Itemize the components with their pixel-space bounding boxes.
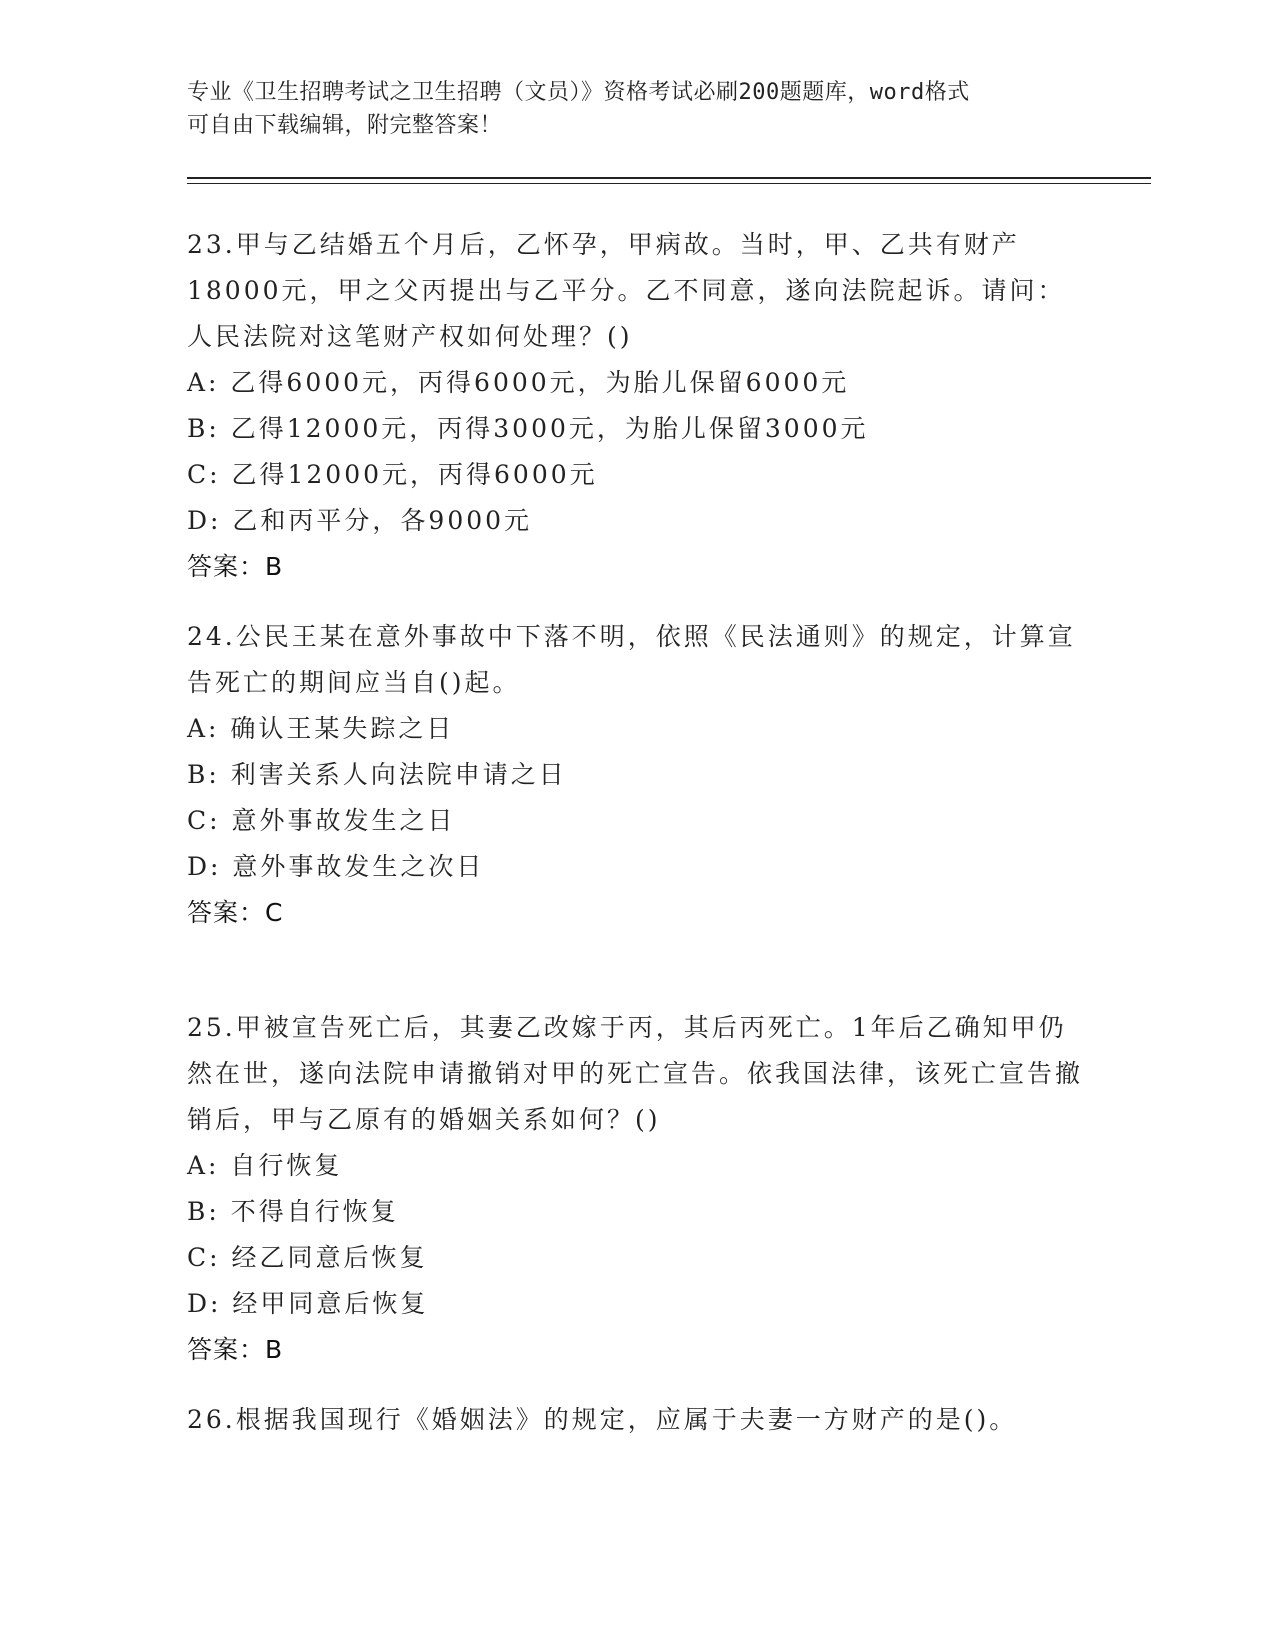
question-25 [187, 1005, 1087, 1373]
header-title-line1: 专业《卫生招聘考试之卫生招聘（文员）》资格考试必刷200题题库，word格式 [187, 80, 970, 105]
header-divider-thin [187, 183, 1151, 184]
option-a: A: 自行恢复 [187, 1151, 343, 1180]
option-d: D: 经甲同意后恢复 [187, 1289, 429, 1318]
question-24 [187, 614, 1087, 936]
option-b: B: 不得自行恢复 [187, 1197, 399, 1226]
answer: 答案：C [187, 898, 284, 927]
question-23 [187, 222, 1087, 590]
question-text: 23.甲与乙结婚五个月后，乙怀孕，甲病故。当时，甲、乙共有财产18000元，甲之父丙提出与乙平分。乙不同意，遂向法院起诉。请问：人民法院对这笔财产权如何处理？() [187, 230, 1066, 351]
option-a: A: 确认王某失踪之日 [187, 714, 455, 743]
option-c: C: 意外事故发生之日 [187, 806, 456, 835]
answer: 答案：B [187, 552, 284, 581]
option-b: B: 利害关系人向法院申请之日 [187, 760, 567, 789]
option-d: D: 乙和丙平分，各9000元 [187, 506, 533, 535]
header-title-line2: 可自由下载编辑，附完整答案！ [187, 113, 503, 138]
option-c: C: 经乙同意后恢复 [187, 1243, 428, 1272]
option-a: A: 乙得6000元，丙得6000元，为胎儿保留6000元 [187, 368, 850, 397]
question-text: 24.公民王某在意外事故中下落不明，依照《民法通则》的规定，计算宣告死亡的期间应当自()起。 [187, 622, 1076, 697]
header-divider-thick [187, 177, 1151, 179]
question-26 [187, 1397, 1087, 1443]
option-d: D: 意外事故发生之次日 [187, 852, 485, 881]
question-text: 26.根据我国现行《婚姻法》的规定，应属于夫妻一方财产的是()。 [187, 1405, 1018, 1434]
question-text: 25.甲被宣告死亡后，其妻乙改嫁于丙，其后丙死亡。1年后乙确知甲仍然在世，遂向法院申请撤销对甲的死亡宣告。依我国法律，该死亡宣告撤销后，甲与乙原有的婚姻关系如何？() [187, 1013, 1084, 1134]
option-b: B: 乙得12000元，丙得3000元，为胎儿保留3000元 [187, 414, 869, 443]
option-c: C: 乙得12000元，丙得6000元 [187, 460, 598, 489]
document-header [187, 76, 1087, 142]
answer: 答案：B [187, 1335, 284, 1364]
